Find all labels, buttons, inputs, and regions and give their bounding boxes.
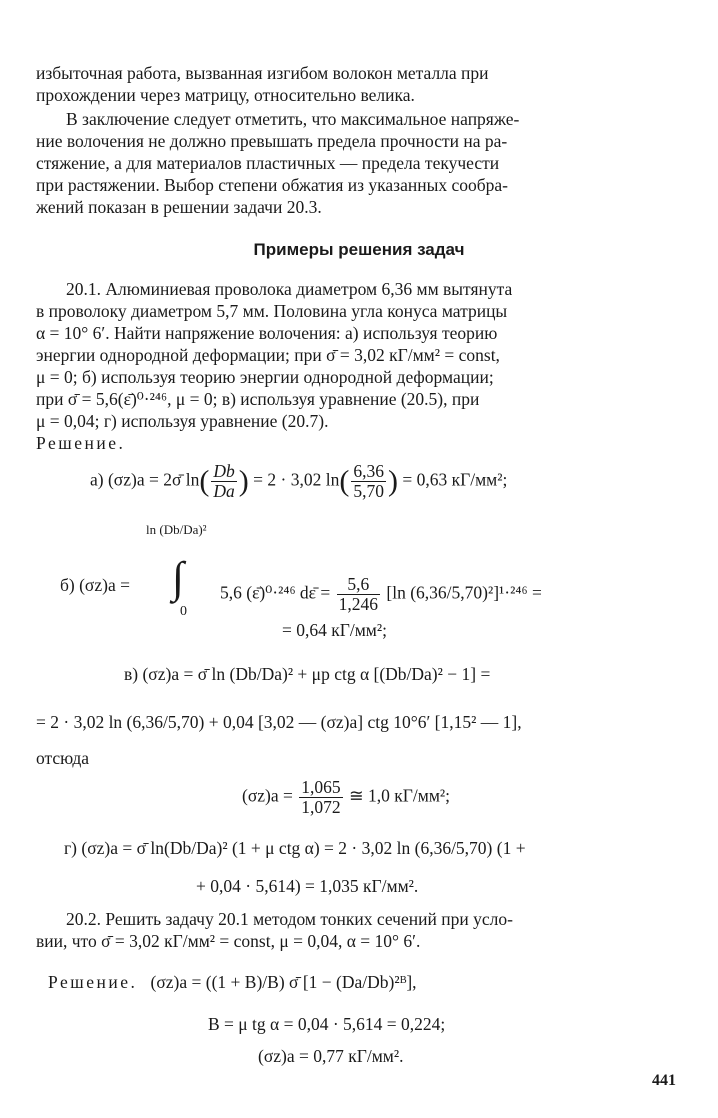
text-line: 20.2. Решить задачу 20.1 методом тонких сечений при усло- bbox=[66, 909, 513, 929]
text-line: вии, что σ̄ = 3,02 кГ/мм² = const, μ = 0,04, α = 10° 6′. bbox=[36, 931, 421, 951]
fraction: $\frac{5,6}{1,246}$ bbox=[338, 574, 379, 614]
eq-20-2-b: B = μ tg α = 0,04 · 5,614 = 0,224; bbox=[208, 1014, 446, 1034]
text-line: при растяжении. Выбор степени обжатия из указанных сообра- bbox=[36, 175, 508, 195]
eq-b-result: = 0,64 кГ/мм²; bbox=[282, 620, 387, 640]
text-line: жений показан в решении задачи 20.3. bbox=[36, 197, 322, 217]
integral-lower-limit: 0 bbox=[180, 604, 187, 619]
equation-a: а) (σz)a = 2σ̄ ln( $\frac{Db}{Da}$ ) = 2 · 3,02 ln( $\frac{6,36}{5,70}$ ) = 0,63 кГ/мм²; bbox=[90, 461, 508, 501]
intro-paragraph bbox=[36, 62, 676, 106]
eq-b-bracket: [ln (6,36/5,70)²]¹·²⁴⁶ = bbox=[386, 582, 542, 603]
equation-b bbox=[220, 575, 542, 614]
problem-20-2 bbox=[36, 908, 676, 952]
hence-label: отсюда bbox=[36, 748, 90, 768]
integral-upper-limit: ln (Db/Da)² bbox=[146, 522, 207, 537]
text-line: при σ̄ = 5,6(ε̄)⁰·²⁴⁶, μ = 0; в) используя уравнение (20.5), при bbox=[36, 389, 480, 409]
eq-g-line2: + 0,04 · 5,614) = 1,035 кГ/мм². bbox=[196, 876, 419, 896]
text-line: μ = 0,04; г) используя уравнение (20.7). bbox=[36, 411, 329, 431]
solution-label: Решение. bbox=[48, 972, 138, 992]
eq-b-integrand: 5,6 (ε̄)⁰·²⁴⁶ dε̄ = bbox=[220, 582, 331, 603]
eq-20-2-result: (σz)a = 0,77 кГ/мм². bbox=[258, 1046, 404, 1066]
text-line: энергии однородной деформации; при σ̄ = 3,02 кГ/мм² = const, bbox=[36, 345, 500, 365]
problem-20-1 bbox=[36, 278, 676, 454]
text-line: В заключение следует отметить, что максимальное напряже- bbox=[66, 109, 520, 129]
section-heading: Примеры решения задач bbox=[253, 240, 465, 259]
text-line: μ = 0; б) используя теорию энергии однородной деформации; bbox=[36, 367, 494, 387]
eq-20-2-formula: (σz)a = ((1 + B)/B) σ̄ [1 − (Da/Db)²ᴮ], bbox=[150, 972, 417, 992]
integral-sign: ∫ bbox=[172, 553, 185, 602]
equation-20-2 bbox=[48, 972, 417, 993]
solution-label: Решение. bbox=[36, 433, 126, 453]
text-line: прохождении через матрицу, относительно велика. bbox=[36, 85, 415, 105]
fraction: $\frac{1,065}{1,072}$ bbox=[301, 777, 341, 817]
text-line: в проволоку диаметром 5,7 мм. Половина угла конуса матрицы bbox=[36, 301, 508, 321]
equation-v-result: (σz)a = $\frac{1,065}{1,072}$ ≅ 1,0 кГ/мм²; bbox=[242, 777, 451, 817]
fraction: $\frac{Db}{Da}$ bbox=[213, 461, 235, 501]
eq-g-line1: г) (σz)a = σ̄ ln(Db/Da)² (1 + μ ctg α) = 2 · 3,02 ln (6,36/5,70) (1 + bbox=[64, 838, 526, 858]
eq-a-lhs: а) (σz)a = 2σ̄ ln bbox=[90, 469, 200, 490]
page-number: 441 bbox=[652, 1072, 676, 1089]
eq-v-line1: в) (σz)a = σ̄ ln (Db/Da)² + μp ctg α [(Db/Da)² − 1] = bbox=[124, 664, 491, 684]
text-line: ние волочения не должно превышать предела прочности на ра- bbox=[36, 131, 508, 151]
text-line: 20.1. Алюминиевая проволока диаметром 6,36 мм вытянута bbox=[66, 279, 513, 299]
fraction: $\frac{6,36}{5,70}$ bbox=[353, 461, 384, 501]
text-line: α = 10° 6′. Найти напряжение волочения: а) используя теорию bbox=[36, 323, 498, 343]
text-line: стяжение, а для материалов пластичных — предела текучести bbox=[36, 153, 500, 173]
eq-a-result: = 0,63 кГ/мм²; bbox=[402, 469, 508, 490]
conclusion-paragraph bbox=[36, 108, 676, 218]
eq-v-line2: = 2 · 3,02 ln (6,36/5,70) + 0,04 [3,02 — (σz)a] ctg 10°6′ [1,15² — 1], bbox=[36, 712, 522, 732]
eq-b-lhs: б) (σz)a = bbox=[60, 575, 130, 595]
text-line: избыточная работа, вызванная изгибом волокон металла при bbox=[36, 63, 489, 83]
eq-a-rhs1: = 2 · 3,02 ln bbox=[253, 469, 340, 490]
